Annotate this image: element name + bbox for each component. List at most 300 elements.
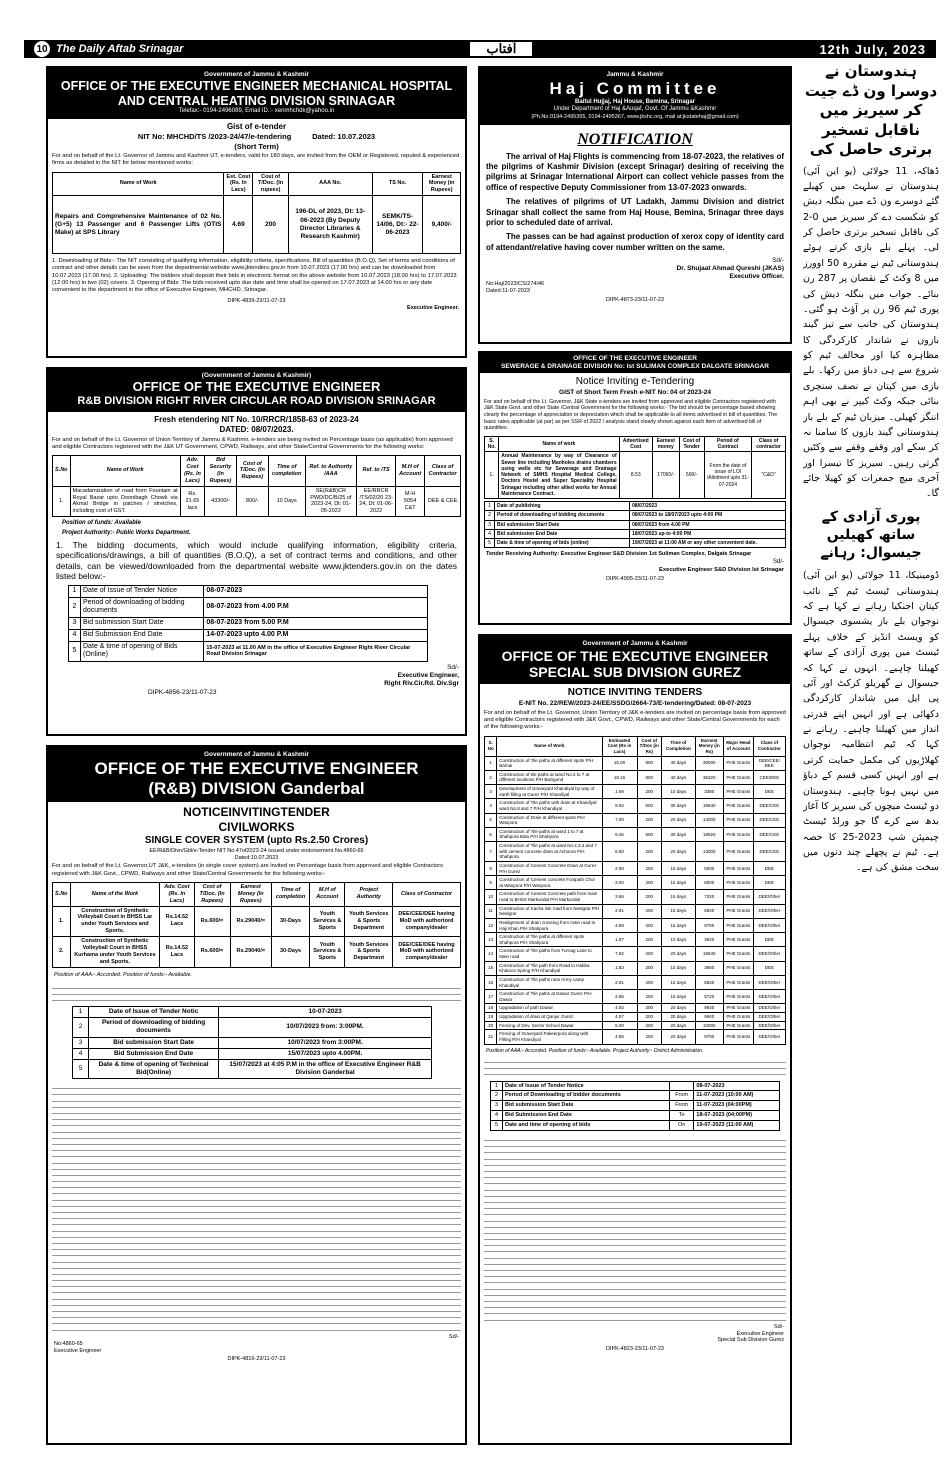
cell: 1. <box>485 452 499 499</box>
cell: 9.46 <box>602 827 637 841</box>
cell: 10-07-2023 <box>219 1007 432 1018</box>
col-header: S.No <box>53 882 71 906</box>
schedule-row <box>491 1081 780 1091</box>
department: Under Department of Haj &Auqaf, Govt. Of Jammu &Kashmir <box>553 106 717 113</box>
cell: 4.92 <box>602 1004 637 1013</box>
fine-print-block <box>48 980 465 1004</box>
cell: 08/07/2023 <box>630 502 786 511</box>
cell: 200 <box>253 196 288 254</box>
cell: DEE/CEE <box>753 842 785 862</box>
cell: M-H 5054 C&T <box>396 486 425 517</box>
paragraph: The arrival of Haj Flights is commencing from 18-07-2023, the relatives of the pilgrims of Kashmir Division (except Srinagar) desiring of receiving the pilgrims at Srinagar International Airport can collect vehicle passes from the office of respective Deputy Commissioner from 13-07-2023 onwards. <box>486 151 784 192</box>
dipk-number: DIPK-4905-23/11-07-23 <box>606 576 664 583</box>
cell: PHE Grants <box>723 961 753 975</box>
ad-header <box>480 353 790 373</box>
cell: Bid submission Start Date <box>81 618 204 630</box>
body-text: 1. The bidding documents, which would include qualifying information, eligibility criteria, specifications/drawings, a bill of quantities (B.O.Q), a set of contract terms and conditions, and other details, can be viewed/downloaded from the departmental website www.jktenders.gov.in on the dates listed below:- <box>56 540 457 581</box>
schedule-row <box>69 585 428 597</box>
cell: 15 days <box>662 904 696 918</box>
tender-ad-sewerage <box>478 351 792 625</box>
cell: 3 <box>69 618 81 630</box>
gist-line: GIST of Short Term Fresh e-NIT No: 04 of 2023-24 <box>559 388 711 396</box>
cell: DEE/Other <box>753 904 785 918</box>
news-headline-2: پوری آزادی کے ساتھ کھیلیں جیسوال: رہانے <box>820 508 922 562</box>
nit-ref: EE/R&B/Divn/Gbl/e-Tender NIT No.47of2023-24 issued under endorsement No.4860-65 <box>149 847 364 854</box>
col-header: Earnest money <box>652 436 679 452</box>
signer-office: Special Sub Division Gurez <box>717 1337 784 1344</box>
cover-system: SINGLE COVER SYSTEM (upto Rs.2.50 Crores) <box>144 835 369 847</box>
date-row <box>485 520 786 529</box>
col-header: M.H of Account <box>396 456 425 487</box>
cell: 10 days <box>662 961 696 975</box>
cell: 15 days <box>662 990 696 1004</box>
works-table <box>52 882 461 968</box>
cell: 08/07/2023 from 4.00 PM <box>630 520 786 529</box>
cell: 36320 <box>695 770 723 784</box>
cell: 200 <box>637 813 662 827</box>
cell: Construction of Tile paths near Army camp Khandiyal <box>497 975 602 989</box>
cell: DEE <box>753 876 785 890</box>
cell: 200 <box>637 904 662 918</box>
schedule-row <box>73 1048 432 1059</box>
masthead <box>24 40 936 58</box>
cell: 19840 <box>695 799 723 813</box>
masthead-left <box>34 41 183 57</box>
funds-position: Position of AAA:- Accorded. Position of funds:- Available. <box>54 971 193 978</box>
dipk-number: DIPK-4856-23/11-07-23 <box>148 688 217 696</box>
cell: Realignment of drain crossing from main road to Haji Khan P/H Shahpora <box>497 918 602 932</box>
cell: Construction of Cement Concrete path from main road to BHSS Markundal P/H Markundal <box>497 890 602 904</box>
cell: Construction of Tile paths at different spots P/H Barnai <box>497 756 602 770</box>
office-title: OFFICE OF THE EXECUTIVE ENGINEER <box>501 648 769 665</box>
cell: 10 days <box>662 933 696 947</box>
cell: Development of Graveyard Khandiyal by way of earth filling at Gurez P/H Khandiyal <box>497 785 602 799</box>
issue-date: 12th July, 2023 <box>819 41 926 57</box>
cell: 9940 <box>695 1013 723 1022</box>
schedule-row <box>73 1018 432 1037</box>
cell: 15.00 <box>602 756 637 770</box>
schedule-table <box>68 585 428 662</box>
col-header: Earnest Money (In Rupees) <box>230 882 271 906</box>
cell: 1.83 <box>602 961 637 975</box>
gov-label: (Government of Jammu & Kashmir) <box>201 372 312 379</box>
cell: 14 <box>485 947 497 961</box>
cell: 2 <box>491 1091 503 1101</box>
table-row <box>485 1030 786 1044</box>
division-title: (R&B) DIVISION Ganderbal <box>148 778 365 798</box>
notes-text: 1. Downloading of Bids:- The NIT consisting of qualifying information, eligibility criteria, specifications, Bill of quantities (B.O.Q), Set of terms and conditions of contract and other details can be seen from the departmental website www.jktenders.gov.in from 10.07.2023 (17.00 hrs) and can be downloaded from 10.07.2023 (17.00 hrs). 2. Uploading: The bidders shall deposit their bids in electronic format on the above website from 10.07.2023 (18.00 hrs) to 17.07.2023 (12:00 hrs) in two (02) covers. 3. Opening of Bids: The bids received upto due date and time shall be opened on 17.07.2023 at 14.00 hrs or any date convenient to the department in the office of Executive Engineer, MHCHD, Srinagar. <box>52 258 457 294</box>
cell: 2. <box>53 937 71 968</box>
cell: Bid submission Start Date <box>495 520 630 529</box>
date-row <box>485 502 786 511</box>
cell: 19/07/2023 at 11:00 AM or any other convenient date. <box>630 539 786 548</box>
cell: 15-07-2023 at 11.00 AM in the office of Executive Engineer Right River Circular Road Division Srinagar <box>204 641 428 662</box>
table-row <box>485 813 786 827</box>
cell: Macadamization of road from Fountain at Royal Bazar upto Doonibagh Chowk via Akmal Bridge in patches / stretches, including cost of GST. <box>70 486 180 517</box>
cell: DEE/CEE <box>753 813 785 827</box>
col-header: Adv. Cost (Rs. In Lacs) <box>180 456 205 487</box>
cell: 15 days <box>662 918 696 932</box>
ref-number: No:Haj/2023/CS/274/46 <box>486 281 545 288</box>
cell: DEE/Other <box>753 918 785 932</box>
col-header: Class of contractor <box>752 436 786 452</box>
cell: Construction of Kacha link road from Neelgrar P/H Neelgrar <box>497 904 602 918</box>
cell: 500/- <box>679 452 704 499</box>
schedule-row <box>491 1101 780 1111</box>
col-header: AAA No. <box>288 172 372 196</box>
cell: PHE Grants <box>723 785 753 799</box>
cell: 196-DL of 2023, Dt: 13-06-2023 (By Deputy Director Libraries & Research Kashmir) <box>288 196 372 254</box>
cell: 1. <box>53 486 71 517</box>
col-header: Ref. to Authority /AAA <box>305 456 357 487</box>
col-header: Time of Completion <box>662 736 696 756</box>
table-row <box>53 196 461 254</box>
cell: DEE/Other <box>753 1030 785 1044</box>
cell: 7 <box>485 842 497 862</box>
ad-header <box>48 68 465 119</box>
cell: 200 <box>637 842 662 862</box>
cell: 15 days <box>662 975 696 989</box>
cell: DEE/CEE/DEE having MoD with authorized company/dealer <box>393 937 461 968</box>
cell: Construction of Drain at different spots P/H Wanpora <box>497 813 602 827</box>
cell: From <box>669 1101 694 1111</box>
cell: 8 <box>485 861 497 875</box>
table-row <box>485 947 786 961</box>
ad-header <box>480 68 790 125</box>
gov-label: Government of Jammu & Kashmir <box>203 751 310 758</box>
ref-date: Dated:11-07-2023 <box>486 288 530 295</box>
cell: 08-07-2023 from 4.00 P.M <box>204 597 428 618</box>
ad-header <box>48 747 465 802</box>
cell: 4.85 <box>602 1030 637 1044</box>
cell: PHE Grants <box>723 861 753 875</box>
cell: 3380 <box>695 785 723 799</box>
cell: 08-07-2023 <box>694 1081 780 1091</box>
col-header: Earnest Money (in Rupees) <box>423 172 461 196</box>
paragraph: The relatives of pilgrims of UT Ladakh, Jammu Division and district Srinagar shall collect the same from Haj House, Bemina, Srinagar three days prior to scheduled date of arrival. <box>486 197 784 227</box>
col-header: Estimated Cost (Rs in Lacs) <box>602 736 637 756</box>
cell: Bid Submission End Date <box>503 1111 670 1121</box>
sd-mark: Sd/- <box>772 559 784 566</box>
col-header: Time of completion <box>268 456 305 487</box>
cell: 12 <box>485 918 497 932</box>
col-header: Adv. Cost (Rs. In Lacs) <box>160 882 194 906</box>
cell: SE(R&B)CR PWD/DC/B/25 of 2023-24, Dt: 01-05-2022 <box>305 486 357 517</box>
gov-label: Government of Jammu & Kashmir <box>203 71 310 78</box>
cell: 4.97 <box>602 1013 637 1022</box>
table-row <box>485 933 786 947</box>
schedule-row <box>69 641 428 662</box>
nit-number: E-NIT No. 22/REW/2023-24/EE/SSDG/2664-73/E-tendering/Dated: 08-07-2023 <box>518 699 752 707</box>
col-header: Class of Contractor <box>425 456 461 487</box>
cell: DEE/Other <box>753 990 785 1004</box>
cell: PHE Grants <box>723 827 753 841</box>
cell: Upgradation of path Dawar <box>497 1004 602 1013</box>
cell: 200 <box>637 975 662 989</box>
nit-date: Dated:10.07.2023 <box>234 854 279 861</box>
cell: 200 <box>637 947 662 961</box>
dipk-number: DIPK-4873-23/11-07-23 <box>606 297 664 304</box>
cell: Construction of Tile paths from Turnag Lane to Main road <box>497 947 602 961</box>
cell: Date of Issue of Tender Notice <box>503 1081 670 1091</box>
cell: 21 <box>485 1030 497 1044</box>
table-row <box>485 1004 786 1013</box>
signer-name: Dr. Shujaat Ahmad Qureshi (JKAS) <box>676 265 784 273</box>
paragraph: The passes can be had against production of xerox copy of identity card of attendant/relative having cover number written on the same. <box>486 232 784 252</box>
cell: 08/07/2023 to 18/07/2023 upto 4:00 PM <box>630 511 786 520</box>
cell: EE/RRCR /TS/02/20 23-24, Dt: 01-06-2022 <box>357 486 396 517</box>
cell: 1 <box>73 1007 89 1018</box>
cell: 9840 <box>695 1004 723 1013</box>
urdu-news-column <box>803 62 939 1457</box>
cell: Fencing of Graveyard Fakeerpora along with Filling P/H Khandiyal <box>497 1030 602 1044</box>
schedule-table <box>490 1081 780 1131</box>
cell: 200 <box>637 876 662 890</box>
cell: 2 <box>69 597 81 618</box>
cell: 3660 <box>695 961 723 975</box>
cell: Youth Services & Sports Department <box>345 937 393 968</box>
cell: 800 <box>637 756 662 770</box>
intro-text: For and on behalf of the Lt. Governor,UT J&K, e-tenders (in single cover system) are invited on Percentage basis from approved and eligible Contractors registered with J&K Govt., CPWD, Railways and other State/Central Governments for the following works:- <box>52 863 444 877</box>
cell: 20 days <box>662 1021 696 1030</box>
col-header: TS No. <box>372 172 423 196</box>
table-row <box>53 906 461 937</box>
cell: PHE Grants <box>723 918 753 932</box>
cell: DEE/Other <box>753 1004 785 1013</box>
cell: 3 <box>485 785 497 799</box>
cell: 15840 <box>695 947 723 961</box>
cell: DEE/CEE/DEE having MoD with authorized company/dealer <box>393 906 461 937</box>
cell: 30 days <box>662 799 696 813</box>
table-row <box>485 770 786 784</box>
cell: 200 <box>637 890 662 904</box>
cell: 2.86 <box>602 990 637 1004</box>
col-header: Name of Work <box>53 172 224 196</box>
term-label: (Short Term) <box>234 141 279 151</box>
cell: CEE/DEE <box>753 770 785 784</box>
col-header: Cost of Tender <box>679 436 704 452</box>
cell: Construction of Cement Concrete Drain at Gurez P/H Gurez <box>497 861 602 875</box>
cell: From <box>669 1091 694 1101</box>
cell: SEMK/TS-14/06, Dt:- 22-06-2023 <box>372 196 423 254</box>
division-title: SPECIAL SUB DIVISION GUREZ <box>528 664 742 681</box>
cell: PHE Grants <box>723 1021 753 1030</box>
cell: 30000 <box>695 756 723 770</box>
haj-notification-ad <box>478 66 792 344</box>
col-header: Ref. to /TS <box>357 456 396 487</box>
dipk-number: DIPK-4823-23/11-07-23 <box>606 1346 664 1353</box>
cell: Period of downloading of bidding documents <box>495 511 630 520</box>
dipk-number: DIPK-4839-23/11-07-23 <box>227 298 286 305</box>
cell: DEE/Other <box>753 890 785 904</box>
cell: DEE/CEE/ BEE <box>753 756 785 770</box>
receiving-authority: Tender Receiving Authority: Executive Engineer S&D Division 1st Suliman Complex, Dalgate Srinagar <box>486 551 752 558</box>
cell: PHE Grants <box>723 842 753 862</box>
cell: Rs. 21.65 lacs <box>180 486 205 517</box>
cell: PHE Grants <box>723 890 753 904</box>
cell: 43300/- <box>205 486 237 517</box>
division-title: SEWERAGE & DRAINAGE DIVISION No: Ist SULIMAN COMPLEX DALGATE SRINAGAR <box>501 363 769 371</box>
cell: 17060/- <box>652 452 679 499</box>
nit-number: NIT No: MHCHD/TS /2023-24/47/e-tendering Dated: 10.07.2023 <box>137 132 376 142</box>
cell: PHE Grants <box>723 1030 753 1044</box>
cell: 200 <box>637 1030 662 1044</box>
cell: 14-07-2023 upto 4.00 P.M <box>204 629 428 641</box>
table-row <box>485 785 786 799</box>
schedule-table <box>72 1006 432 1079</box>
cell: PHE Grants <box>723 1004 753 1013</box>
cell: 13000 <box>695 842 723 862</box>
gov-label: Jammu & Kashmir <box>606 71 664 78</box>
cell: 200 <box>637 961 662 975</box>
schedule-row <box>69 618 428 630</box>
cell: 15 days <box>662 890 696 904</box>
col-header: Est. Cost (Rs. In Lacs) <box>224 172 253 196</box>
col-header: Cost of T/Doc. (In Rupees) <box>194 882 230 906</box>
date-row <box>485 539 786 548</box>
cell: 600 <box>637 799 662 813</box>
cell: 30-Days <box>271 937 309 968</box>
cell: 1 <box>69 585 81 597</box>
intro-text: For and on behalf of the Lt. Governor of Union Territory of Jammu & Kashmir, e-tenders are being invited on Percentage basis (as applicable) from approved and eligible Contractors registered with the J&K UT Government, CPWD, Railways, and other State/Central Governments for the following works: <box>52 436 453 450</box>
cell: 7.92 <box>602 947 637 961</box>
col-header: Major Head of Account <box>723 736 753 756</box>
works-type: CIVILWORKS <box>218 820 295 835</box>
cell: 2.50 <box>602 861 637 875</box>
cell: Date of Issue of Tender Notic <box>89 1007 219 1018</box>
table-row <box>485 756 786 770</box>
cell: 08-07-2023 <box>204 585 428 597</box>
cell: DEE <box>753 861 785 875</box>
cell: 11 <box>485 904 497 918</box>
cell: From the date of issue of LOI /Allotment upto 31-07-2024 <box>704 452 752 499</box>
table-row <box>485 827 786 841</box>
intro-text: For and on behalf of the Lt. Governor of Jammu and Kashmir UT, e-tenders, valid for 180 days, are invited from the OEM or Registered, reputed & experienced firms as detailed in the NIT for below mentioned works: <box>52 153 460 167</box>
cell: Rs.14.52 Lacs <box>160 906 194 937</box>
cell: DEE/CEE <box>753 799 785 813</box>
cell: DEE/Other <box>753 1021 785 1030</box>
table-row <box>485 990 786 1004</box>
cell: 200 <box>637 918 662 932</box>
news-body: ڈھاکہ، 11 جولائی (یو این آئی) ہندوستان نے سلہٹ میں کھیلے گئے دوسرے ون ڈے میں بنگلہ دیش کو شکست دے کر سیریز میں 0-2 کی ناقابل تسخیر برتری حاصل کر لی۔ پہلے بلے بازی کرتے ہوئے ہندوستانی ٹیم نے مقررہ 50 اوورز میں 8 وکٹ کے نقصان پر 287 رن بنائے۔ جواب میں بنگلہ دیش کی پوری ٹیم 96 رن پر آؤٹ ہو گئی۔ ہندوستان کی جانب سے تیز گیند بازوں نے شاندار کارکردگی کا مظاہرہ کیا اور مخالف ٹیم کو شروع سے ہی دباؤ میں رکھا۔ بلے بازی میں کپتان نے نصف سنچری بنائی جبکہ وکٹ کیپر نے بھی اہم اننگز کھیلی۔ میزبان ٹیم کے بلے باز ہندوستانی گیند بازوں کا سامنا نہ کر سکے اور وقفے وقفے سے وکٹیں گرتی رہیں۔ سیریز کا تیسرا اور آخری میچ جمعرات کو کھیلا جائے گا۔ <box>803 165 939 500</box>
cell: 20 days <box>662 1013 696 1022</box>
cell: 3 <box>491 1101 503 1111</box>
cell: Date and time of opening of bids <box>503 1121 670 1131</box>
col-header: S. No. <box>485 436 499 452</box>
schedule-row <box>69 629 428 641</box>
cell: 17 <box>485 990 497 1004</box>
cell: 20 days <box>662 1030 696 1044</box>
sign-ref: No:4860-65 <box>54 1340 83 1347</box>
cell: 1.97 <box>602 933 637 947</box>
cell: 5 <box>69 641 81 662</box>
cell: 800 <box>637 770 662 784</box>
cell: To <box>669 1111 694 1121</box>
works-table <box>484 436 786 499</box>
ad-header <box>48 369 465 412</box>
cell: 15/07/2023 at 4:05 P.M in the office of Executive Engineer R&B Division Ganderbal <box>219 1059 432 1078</box>
cell: 13 <box>485 933 497 947</box>
schedule-row <box>73 1059 432 1078</box>
sd-mark: Sd/- <box>448 1333 459 1340</box>
cell: 15 days <box>662 876 696 890</box>
cell: 30 days <box>662 827 696 841</box>
cell: 40 days <box>662 756 696 770</box>
notice-heading: NOTICE INVITING TENDERS <box>567 687 703 699</box>
cell: Construction of Synthetic Volleyball Court in BHSS Lar under Youth Services and Sports. <box>70 906 160 937</box>
cell: 200 <box>637 861 662 875</box>
cell: 20 days <box>662 947 696 961</box>
sign-designation: Executive Engineer <box>54 1347 102 1354</box>
tender-ad-mhchd <box>46 66 467 358</box>
cell: Rs.29040/= <box>230 937 271 968</box>
cell: 30-Days <box>271 906 309 937</box>
table-row <box>485 861 786 875</box>
office-title: OFFICE OF THE EXECUTIVE ENGINEER <box>573 355 697 362</box>
office-title: OFFICE OF THE EXECUTIVE ENGINEER <box>132 379 381 395</box>
cell: 4 <box>485 529 495 538</box>
cell: 5720 <box>695 990 723 1004</box>
col-header: Name of the Work <box>70 882 160 906</box>
project-authority: Project Authority:- Public Works Department. <box>62 529 191 536</box>
cell: Bid Submission End Date <box>81 629 204 641</box>
schedule-row <box>69 597 428 618</box>
signer-designation: Executive Engineer <box>736 1330 784 1337</box>
table-row <box>485 1021 786 1030</box>
cell: PHE Grants <box>723 799 753 813</box>
cell: PHE Grants <box>723 876 753 890</box>
nit-number: Fresh etendering NIT No. 10/RRCR/1858-63 of 2023-24 <box>154 414 359 424</box>
table-row <box>485 799 786 813</box>
cell: 18/07/2023 up-to 4:00 PM <box>630 529 786 538</box>
cell: PHE Grants <box>723 947 753 961</box>
cell: 14000 <box>695 813 723 827</box>
cell: 2 <box>485 511 495 520</box>
cell: Date & time of opening of bids (online) <box>495 539 630 548</box>
cell: 15 <box>485 961 497 975</box>
cell: Construction of Tile paths at different spots Shahpora P/H Shahpora <box>497 933 602 947</box>
cell: 11-07-2023 (04:00PM) <box>694 1101 780 1111</box>
cell: Bid submission End Date <box>495 529 630 538</box>
cell: Rs.29040/= <box>230 906 271 937</box>
col-header: Name of Work <box>70 456 180 487</box>
cell: 3940 <box>695 933 723 947</box>
cell: 1.69 <box>602 785 637 799</box>
works-table <box>52 172 461 255</box>
cell: DEE & CEE <box>425 486 461 517</box>
cell: 8.53 <box>619 452 652 499</box>
committee-title: Haj Committee <box>549 79 721 99</box>
cell: DEE <box>753 785 785 799</box>
cell: 9700 <box>695 1030 723 1044</box>
cell: Period of Downloading of bidder documents <box>503 1091 670 1101</box>
cell: 19-07-2023 (11:00 AM) <box>694 1121 780 1131</box>
cell: Period of downloading of bidding documents <box>89 1018 219 1037</box>
cell: 6 <box>485 827 497 841</box>
cell: 5 <box>485 539 495 548</box>
cell: 10 <box>485 890 497 904</box>
paper-name: The Daily Aftab Srinagar <box>56 43 184 55</box>
cell: 4 <box>491 1111 503 1121</box>
cell: PHE Grants <box>723 756 753 770</box>
cell: 2.91 <box>602 975 637 989</box>
cell: Construction of tile paths at ward No.2 to 7 at different locations P/H Bazigund <box>497 770 602 784</box>
table-row <box>485 904 786 918</box>
cell: 3 <box>73 1037 89 1048</box>
cell: 1 <box>485 502 495 511</box>
cell: 1. <box>53 906 71 937</box>
news-headline: ہندوستان نے دوسرا ون ڈے جیت کر سیریز میں ناقابل تسخیر برتری حاصل کی <box>804 62 938 158</box>
